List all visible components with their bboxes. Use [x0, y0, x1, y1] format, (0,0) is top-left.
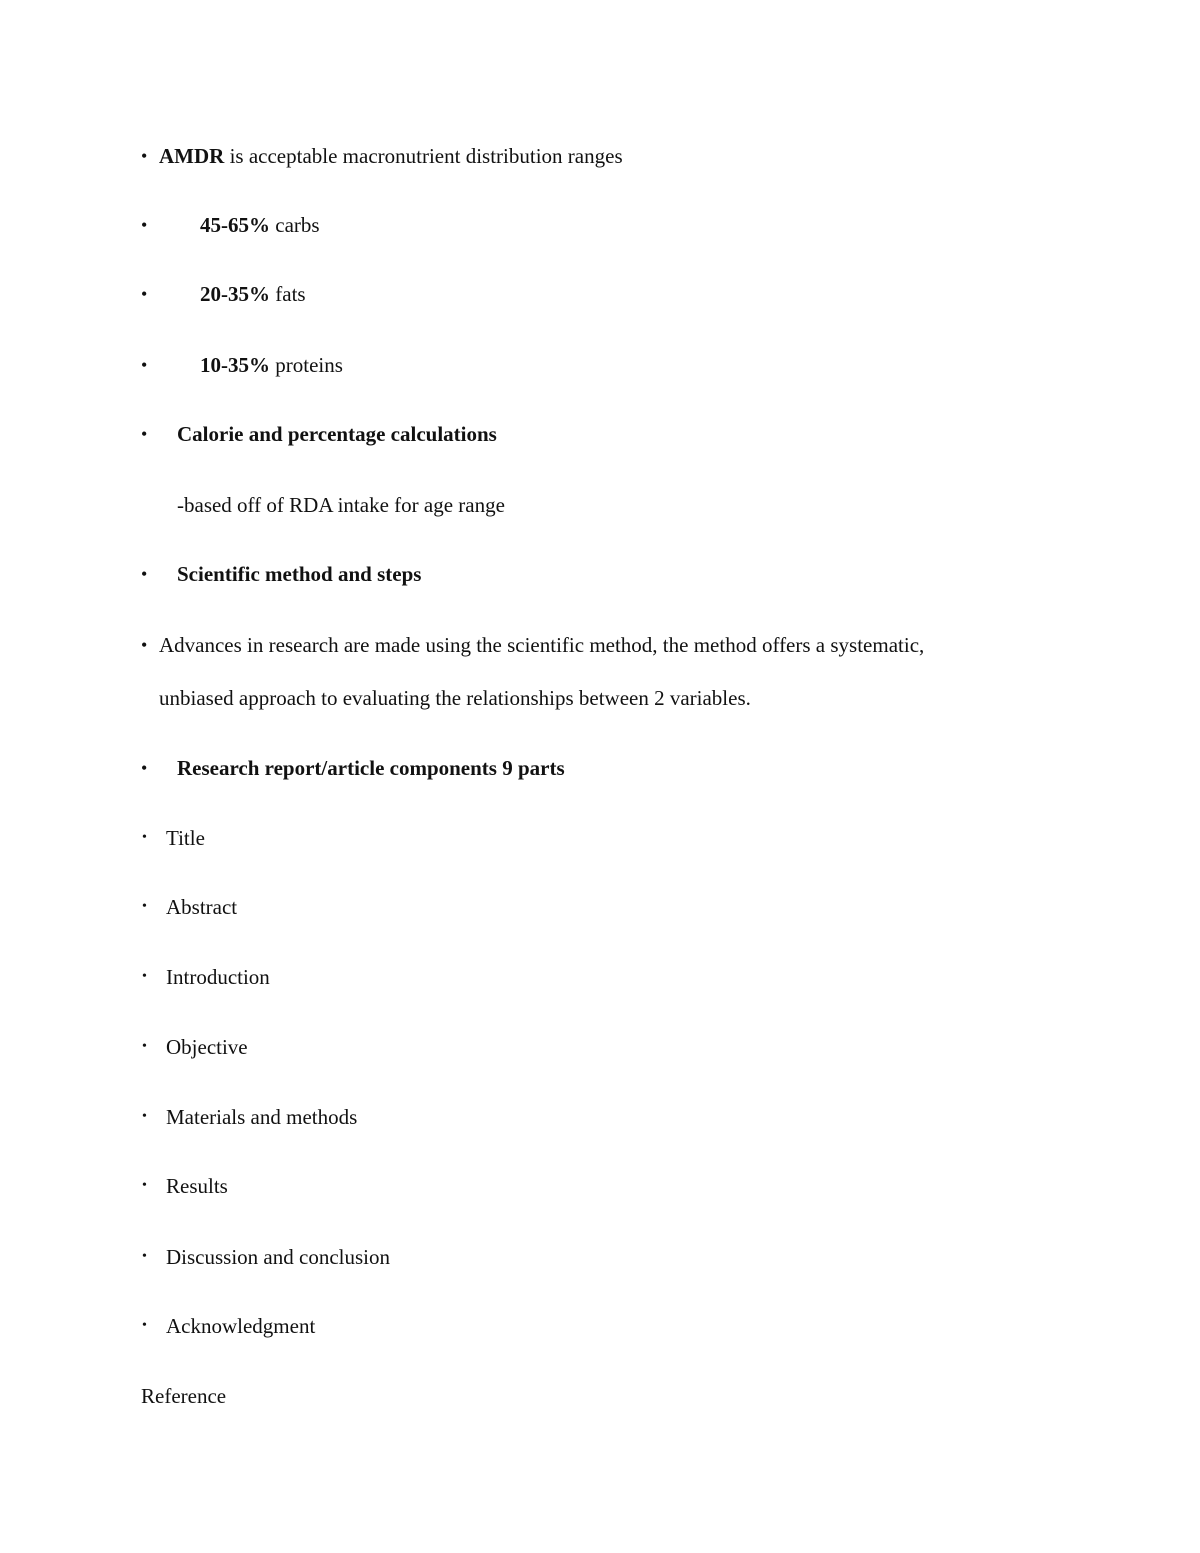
range-percent: 20-35%	[200, 282, 270, 306]
bullet-icon: •	[142, 899, 147, 914]
bullet-icon: •	[141, 146, 148, 166]
list-item: Discussion and conclusion	[166, 1245, 390, 1269]
list-item: Abstract	[166, 895, 238, 919]
sci-heading: Scientific method and steps	[177, 562, 422, 586]
amdr-term: AMDR	[159, 144, 225, 168]
bullet-icon: •	[142, 1249, 147, 1264]
list-item: Acknowledgment	[166, 1314, 316, 1338]
bullet-icon: •	[141, 215, 148, 235]
reference-label: Reference	[141, 1384, 227, 1408]
bullet-icon: •	[141, 635, 148, 655]
calorie-note: -based off of RDA intake for age range	[177, 493, 505, 517]
list-item: Results	[166, 1174, 228, 1198]
calorie-heading: Calorie and percentage calculations	[177, 422, 497, 446]
bullet-icon: •	[142, 1178, 147, 1193]
range-percent: 45-65%	[200, 213, 270, 237]
sci-text-line2: unbiased approach to evaluating the relationships between 2 variables.	[159, 686, 751, 710]
bullet-icon: •	[142, 1109, 147, 1124]
range-label: proteins	[270, 353, 343, 377]
range-label: carbs	[270, 213, 320, 237]
bullet-icon: •	[142, 830, 147, 845]
range-item	[200, 352, 343, 378]
list-item: Title	[166, 826, 205, 850]
list-item: Introduction	[166, 965, 270, 989]
bullet-icon: •	[141, 355, 148, 375]
range-item	[200, 281, 306, 307]
range-label: fats	[270, 282, 306, 306]
bullet-icon: •	[141, 564, 148, 584]
range-percent: 10-35%	[200, 353, 270, 377]
range-item	[200, 212, 320, 238]
amdr-definition: is acceptable macronutrient distribution ranges	[224, 144, 623, 168]
bullet-icon: •	[142, 1039, 147, 1054]
bullet-icon: •	[141, 424, 148, 444]
amdr-line	[159, 143, 623, 169]
list-item: Materials and methods	[166, 1105, 358, 1129]
list-item: Objective	[166, 1035, 248, 1059]
bullet-icon: •	[141, 284, 148, 304]
sci-text-line1: Advances in research are made using the scientific method, the method offers a systematic,	[159, 633, 925, 657]
research-heading: Research report/article components 9 parts	[177, 756, 565, 780]
bullet-icon: •	[141, 758, 148, 778]
bullet-icon: •	[142, 969, 147, 984]
bullet-icon: •	[142, 1318, 147, 1333]
